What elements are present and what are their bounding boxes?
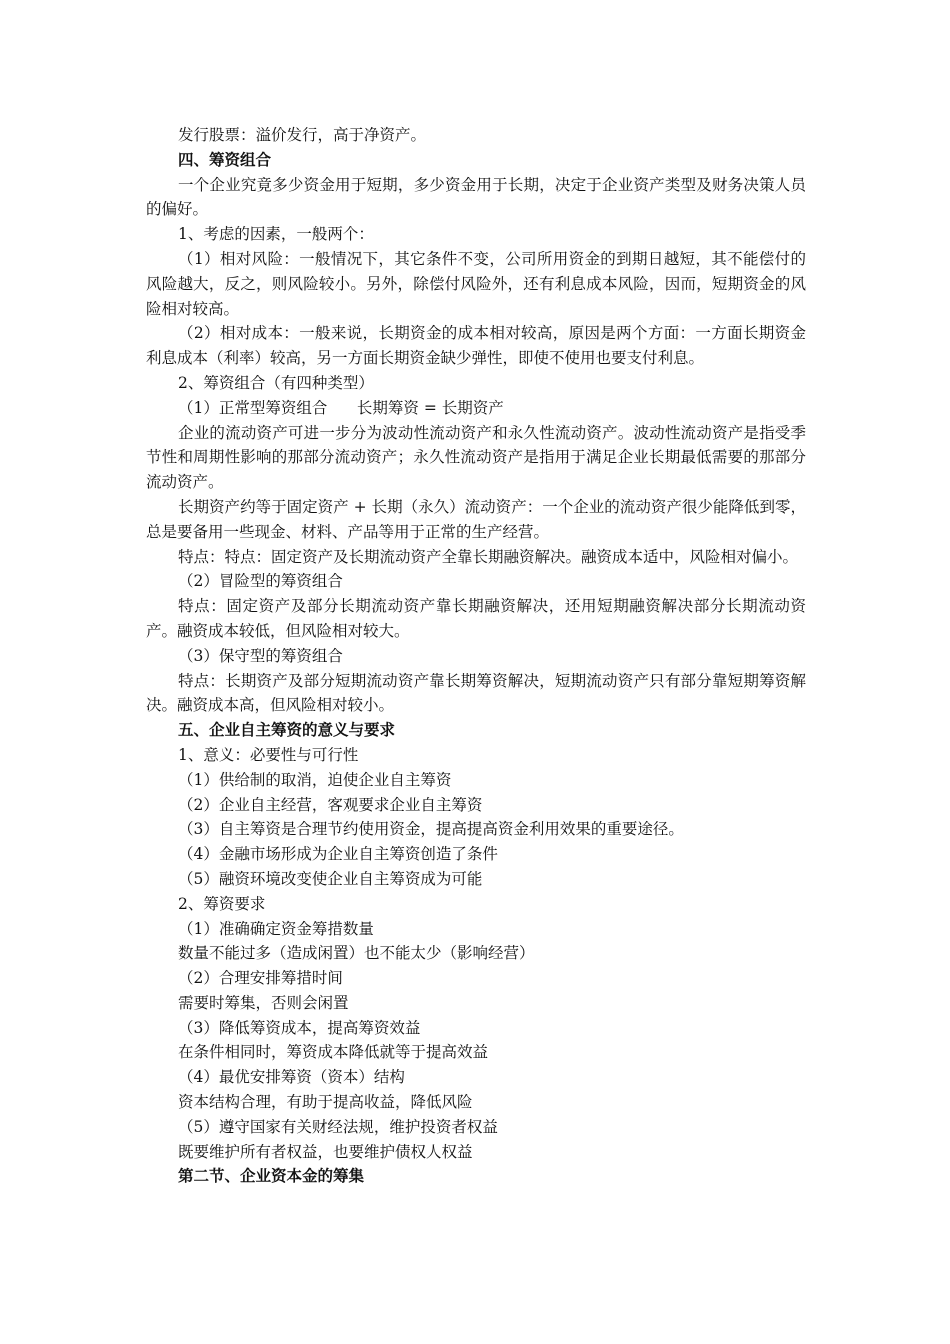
section-heading: 五、企业自主筹资的意义与要求 bbox=[178, 720, 396, 740]
paragraph: 一个企业究竟多少资金用于短期，多少资金用于长期，决定于企业资产类型及财务决策人员的偏好。 bbox=[146, 175, 806, 219]
paragraph: （1）相对风险：一般情况下，其它条件不变，公司所用资金的到期日越短，其不能偿付的风险越大，反之，则风险较小。另外，除偿付风险外，还有利息成本风险，因而，短期资金的风险相对较高。 bbox=[146, 249, 806, 318]
paragraph: （4）最优安排筹资（资本）结构 bbox=[178, 1068, 405, 1087]
paragraph: 2、筹资要求 bbox=[178, 894, 266, 913]
paragraph: （5）遵守国家有关财经法规，维护投资者权益 bbox=[178, 1117, 498, 1136]
paragraph: （1）正常型筹资组合 长期筹资 = 长期资产 bbox=[178, 398, 504, 417]
paragraph: 既要维护所有者权益，也要维护债权人权益 bbox=[178, 1142, 473, 1161]
document-body bbox=[146, 123, 806, 1189]
paragraph: 发行股票：溢价发行，高于净资产。 bbox=[178, 126, 427, 144]
paragraph: 需要时筹集，否则会闲置 bbox=[178, 993, 349, 1012]
paragraph: 长期资产约等于固定资产 + 长期（永久）流动资产：一个企业的流动资产很少能降低到零，总是要备用一些现金、材料、产品等用于正常的生产经营。 bbox=[146, 497, 806, 541]
paragraph: （5）融资环境改变使企业自主筹资成为可能 bbox=[178, 869, 483, 888]
paragraph: 企业的流动资产可进一步分为波动性流动资产和永久性流动资产。波动性流动资产是指受季节性和周期性影响的那部分流动资产；永久性流动资产是指用于满足企业长期最低需要的那部分流动资产。 bbox=[146, 423, 806, 492]
paragraph: （3）自主筹资是合理节约使用资金，提高提高资金利用效果的重要途径。 bbox=[178, 820, 684, 839]
paragraph: 1、意义：必要性与可行性 bbox=[178, 745, 359, 764]
paragraph: （4）金融市场形成为企业自主筹资创造了条件 bbox=[178, 845, 498, 864]
paragraph: （1）准确确定资金筹措数量 bbox=[178, 919, 374, 938]
paragraph: 2、筹资组合（有四种类型） bbox=[178, 373, 374, 392]
paragraph: 特点：长期资产及部分短期流动资产靠长期筹资解决，短期流动资产只有部分靠短期筹资解决。融资成本高，但风险相对较小。 bbox=[146, 671, 806, 715]
paragraph: （2）企业自主经营，客观要求企业自主筹资 bbox=[178, 795, 483, 814]
paragraph: （2）合理安排筹措时间 bbox=[178, 969, 343, 988]
paragraph: （2）相对成本：一般来说，长期资金的成本相对较高，原因是两个方面：一方面长期资金利息成本（利率）较高，另一方面长期资金缺少弹性，即使不使用也要支付利息。 bbox=[146, 324, 806, 368]
paragraph: 特点：特点：固定资产及长期流动资产全靠长期融资解决。融资成本适中，风险相对偏小。 bbox=[178, 547, 799, 566]
paragraph: 资本结构合理，有助于提高收益，降低风险 bbox=[178, 1093, 473, 1112]
paragraph: （3）降低筹资成本，提高筹资效益 bbox=[178, 1018, 421, 1037]
paragraph: （1）供给制的取消，迫使企业自主筹资 bbox=[178, 770, 452, 789]
section-heading: 四、筹资组合 bbox=[178, 149, 272, 169]
paragraph: 数量不能过多（造成闲置）也不能太少（影响经营） bbox=[178, 944, 535, 963]
section-heading: 第二节、企业资本金的筹集 bbox=[178, 1166, 365, 1186]
paragraph: 在条件相同时，筹资成本降低就等于提高效益 bbox=[178, 1043, 489, 1062]
paragraph: （3）保守型的筹资组合 bbox=[178, 646, 343, 665]
paragraph: 特点：固定资产及部分长期流动资产靠长期融资解决，还用短期融资解决部分长期流动资产。融资成本较低，但风险相对较大。 bbox=[146, 597, 806, 640]
paragraph: 1、考虑的因素，一般两个： bbox=[178, 225, 374, 244]
paragraph: （2）冒险型的筹资组合 bbox=[178, 572, 343, 591]
